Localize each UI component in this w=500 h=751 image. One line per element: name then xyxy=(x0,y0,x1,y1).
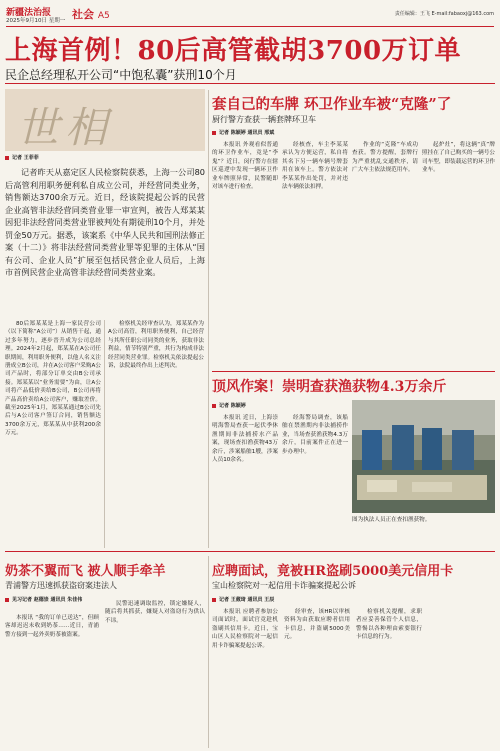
car-col-4: 起炉灶”，将这辆“真”牌照挂在了自己购买的一辆号公司车型，即装载运营的环卫作业车。 xyxy=(422,142,495,174)
fishing-col-2: 经海警局调查，该船舶在禁渔期内非法捕捞作业，当场查获渔获物4.3万余斤，目前案件正在进一步办理中。 xyxy=(282,415,348,455)
column-banner xyxy=(5,89,205,151)
page-header xyxy=(6,4,494,26)
lead-col-2: 检察机关经审查认为，郑某某作为A公司高管，利用职务便利，自己经营与其所任职公司同类的业务，获取非法利益，情节特别严重，其行为构成非法经营同类营业罪。检察机关依法提起公诉，法院最终作出上述判决。 xyxy=(108,321,204,370)
bullet-square-icon xyxy=(212,404,216,408)
fishing-photo xyxy=(352,400,495,513)
paper-logo: 新疆法治报 xyxy=(6,8,52,18)
theft-col-1: 本报讯 “我的订单已送达”，但顾客却迟迟未收到奶茶……近日，青浦警方接到一起外卖奶茶被盗案。 xyxy=(5,615,99,638)
car-headline: 套自己的车牌 环卫作业车被“克隆”了 xyxy=(212,96,452,113)
column-name: 世相 xyxy=(17,103,114,151)
bullet-square-icon xyxy=(212,598,216,602)
car-col-3: 作业的“克隆”车成功查获。警方提醒，套牌行为严重扰乱交通秩序，请广大车主依法规范用车。 xyxy=(352,142,418,174)
header-divider xyxy=(6,26,494,27)
car-col-1: 本报讯 外观看似普通的环卫作业车，竟是“李鬼”？近日，闵行警方在辖区巡逻中发现一辆环卫作业车牌照异常，民警随即对该车进行检查。 xyxy=(212,142,278,191)
hr-headline: 应聘面试，竟被HR盗刷5000美元信用卡 xyxy=(212,564,454,579)
lead-subheadline: 民企总经理私开公司“中饱私囊”获刑10个月 xyxy=(5,68,237,82)
lead-body-large: 记者昨天从嘉定区人民检察院获悉，上海一公司80后高管利用职务便利私自成立公司，并经营同类业务，销售额达3700余万元。近日，经该院提起公诉的民营企业高管非法经营同类营业罪一审宣判，被告人郑某某因犯非法经营同类营业罪被判处有期徒刑10个月，并处罚金50万元。据悉，该案系《中华人民共和国刑法修正案（十二）》将非法经营同类营业罪等犯罪的主体从“国有公司、企业人员”扩展至包括民营企业人员后，上海市首例民营企业高管非法经营同类营业案。 xyxy=(5,167,205,277)
fishing-photo-caption: 图为执法人员正在查扣渔获物。 xyxy=(352,517,431,523)
theft-subheadline: 青浦警方迅速抓获盗窃案违法人 xyxy=(5,581,117,590)
bullet-square-icon xyxy=(5,156,9,160)
fishing-headline: 顶风作案！崇明查获渔获物4.3万余斤 xyxy=(212,379,447,395)
fishing-photo-image xyxy=(352,400,495,513)
hr-col-3: 检察机关提醒，求职者应妥善保管个人信息，警惕以各种理由索要银行卡信息的行为。 xyxy=(356,609,422,641)
lead-byline: 记者 王菲菲 xyxy=(5,154,205,161)
theft-byline: 见习记者 赵德崇 通讯员 朱佳伟 xyxy=(5,596,100,603)
section-label: 社会 A5 xyxy=(72,8,110,21)
fishing-col-1: 本报讯 近日，上海崇明海警局查获一起伏季休渔期间非法捕捞水产品案，现场查扣渔获物43万余斤，涉案船舶1艘，涉案人员10余名。 xyxy=(212,415,278,464)
bullet-square-icon xyxy=(5,598,9,602)
hr-byline: 记者 王葳琦 通讯员 王辰 xyxy=(212,596,332,603)
issue-date: 2025年9月10日 星期一 xyxy=(6,18,66,24)
theft-headline: 奶茶不翼而飞 被人顺手牵羊 xyxy=(5,564,166,579)
car-subheadline: 厨行警方查获一辆套牌环卫车 xyxy=(212,115,316,124)
hr-col-2: 经审查，该HR以审核资料为由获取应聘者信用卡信息，并盗刷5000美元。 xyxy=(284,609,350,641)
lead-divider xyxy=(5,83,495,84)
hr-subheadline: 宝山检察院对一起信用卡诈骗案提起公诉 xyxy=(212,581,356,590)
theft-col-2: 民警迅速调取监控，锁定嫌疑人，随后将其抓获，嫌疑人对盗窃行为供认不讳。 xyxy=(105,601,205,624)
car-byline: 记者 陈颖婷 通讯员 邢斌 xyxy=(212,129,312,136)
fishing-byline: 记者 陈颖婷 xyxy=(212,402,312,409)
car-col-2: 经核查，车主李某某承认为方便运营，私自将其名下另一辆车辆号牌套用在该车上。警方依法对李某某作出处罚，并对违法车辆依法扣押。 xyxy=(282,142,348,191)
lead-col-1: 80后郑某某是上海一家民营公司（以下简称“A公司”）从销售干起，通过多年努力，逐步晋升成为公司总经理。2024年2月起，郑某某在A公司任职期间，利用职务便利，以他人名义注册成立B公司，并在A公司客户采购A公司产品时，将部分订单交由B公司承接。郑某某以“业务需要”为由，让A公司将产品低价卖给B公司，B公司再将产品高价卖给A公司客户，赚取差价。截至2025年1月，郑某某通过B公司先后与A公司客户签订合同，销售额达3700余万元，郑某某从中获利200余万元。 xyxy=(5,321,101,437)
hr-col-1: 本报讯 应聘者参加公司面试时，面试官竟趁机盗刷其信用卡。近日，宝山区人民检察院对一起信用卡诈骗案提起公诉。 xyxy=(212,609,278,649)
bullet-square-icon xyxy=(212,131,216,135)
editor-info: 责任编辑：王飞 E-mail:fabaoxj@163.com xyxy=(394,11,494,17)
lead-headline: 上海首例！80后高管截胡3700万订单 xyxy=(5,36,462,66)
